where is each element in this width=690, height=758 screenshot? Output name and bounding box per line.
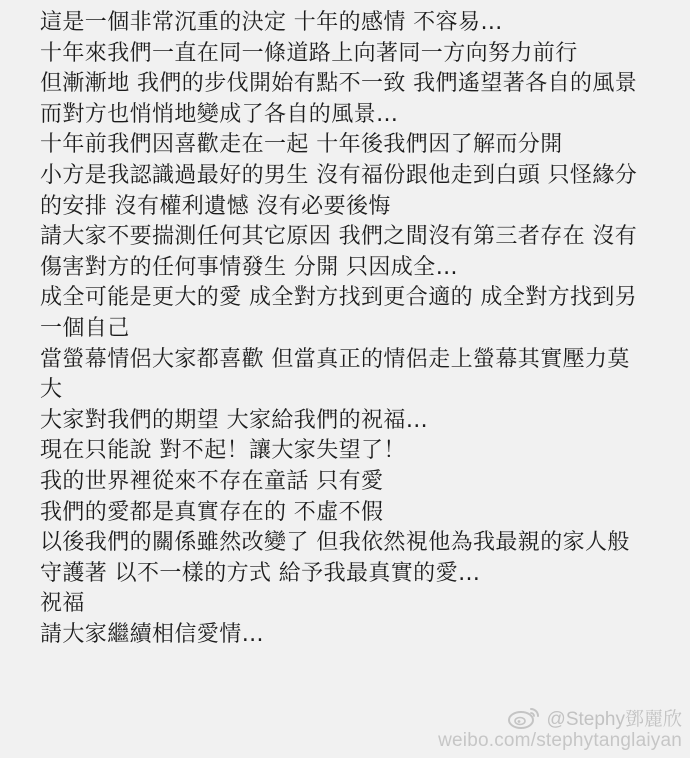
statement-line: 但漸漸地 我們的步伐開始有點不一致 我們遙望著各自的風景 [40, 71, 638, 97]
statement-line: 大 [40, 377, 63, 403]
weibo-watermark [438, 704, 682, 752]
statement-line: 我們的愛都是真實存在的 不虛不假 [40, 499, 384, 525]
statement-line: 這是一個非常沉重的決定 十年的感情 不容易… [40, 10, 503, 35]
statement-line: 請大家繼續相信愛情… [40, 621, 265, 647]
statement-line: 請大家不要揣測任何其它原因 我們之間沒有第三者存在 沒有 [40, 224, 638, 250]
watermark-handle: @Stephy鄧麗欣 [546, 708, 682, 730]
statement-line: 現在只能說 對不起！讓大家失望了！ [40, 438, 406, 464]
watermark-url: weibo.com/stephytanglaiyan [438, 730, 682, 751]
statement-line: 傷害對方的任何事情發生 分開 只因成全… [40, 254, 458, 280]
statement-line: 小方是我認識過最好的男生 沒有福份跟他走到白頭 只怪緣分 [40, 162, 638, 188]
statement-line: 我的世界裡從來不存在童話 只有愛 [40, 468, 384, 494]
statement-line: 成全可能是更大的愛 成全對方找到更合適的 成全對方找到另 [40, 285, 638, 311]
statement-line: 十年來我們一直在同一條道路上向著同一方向努力前行 [40, 40, 578, 66]
statement-line: 十年前我們因喜歡走在一起 十年後我們因了解而分開 [40, 132, 563, 158]
statement-line: 而對方也悄悄地變成了各自的風景… [40, 101, 399, 127]
statement-line: 守護著 以不一樣的方式 給予我最真實的愛… [40, 560, 481, 586]
statement-text [40, 8, 685, 650]
weibo-logo-icon [507, 705, 541, 729]
statement-line: 祝福 [40, 591, 85, 617]
statement-line: 大家對我們的期望 大家給我們的祝福… [40, 407, 429, 433]
statement-line: 當螢幕情侶大家都喜歡 但當真正的情侶走上螢幕其實壓力莫 [40, 346, 630, 372]
statement-line: 的安排 沒有權利遺憾 沒有必要後悔 [40, 193, 391, 219]
statement-line: 以後我們的關係雖然改變了 但我依然視他為我最親的家人般 [40, 530, 630, 556]
statement-line: 一個自己 [40, 315, 130, 341]
